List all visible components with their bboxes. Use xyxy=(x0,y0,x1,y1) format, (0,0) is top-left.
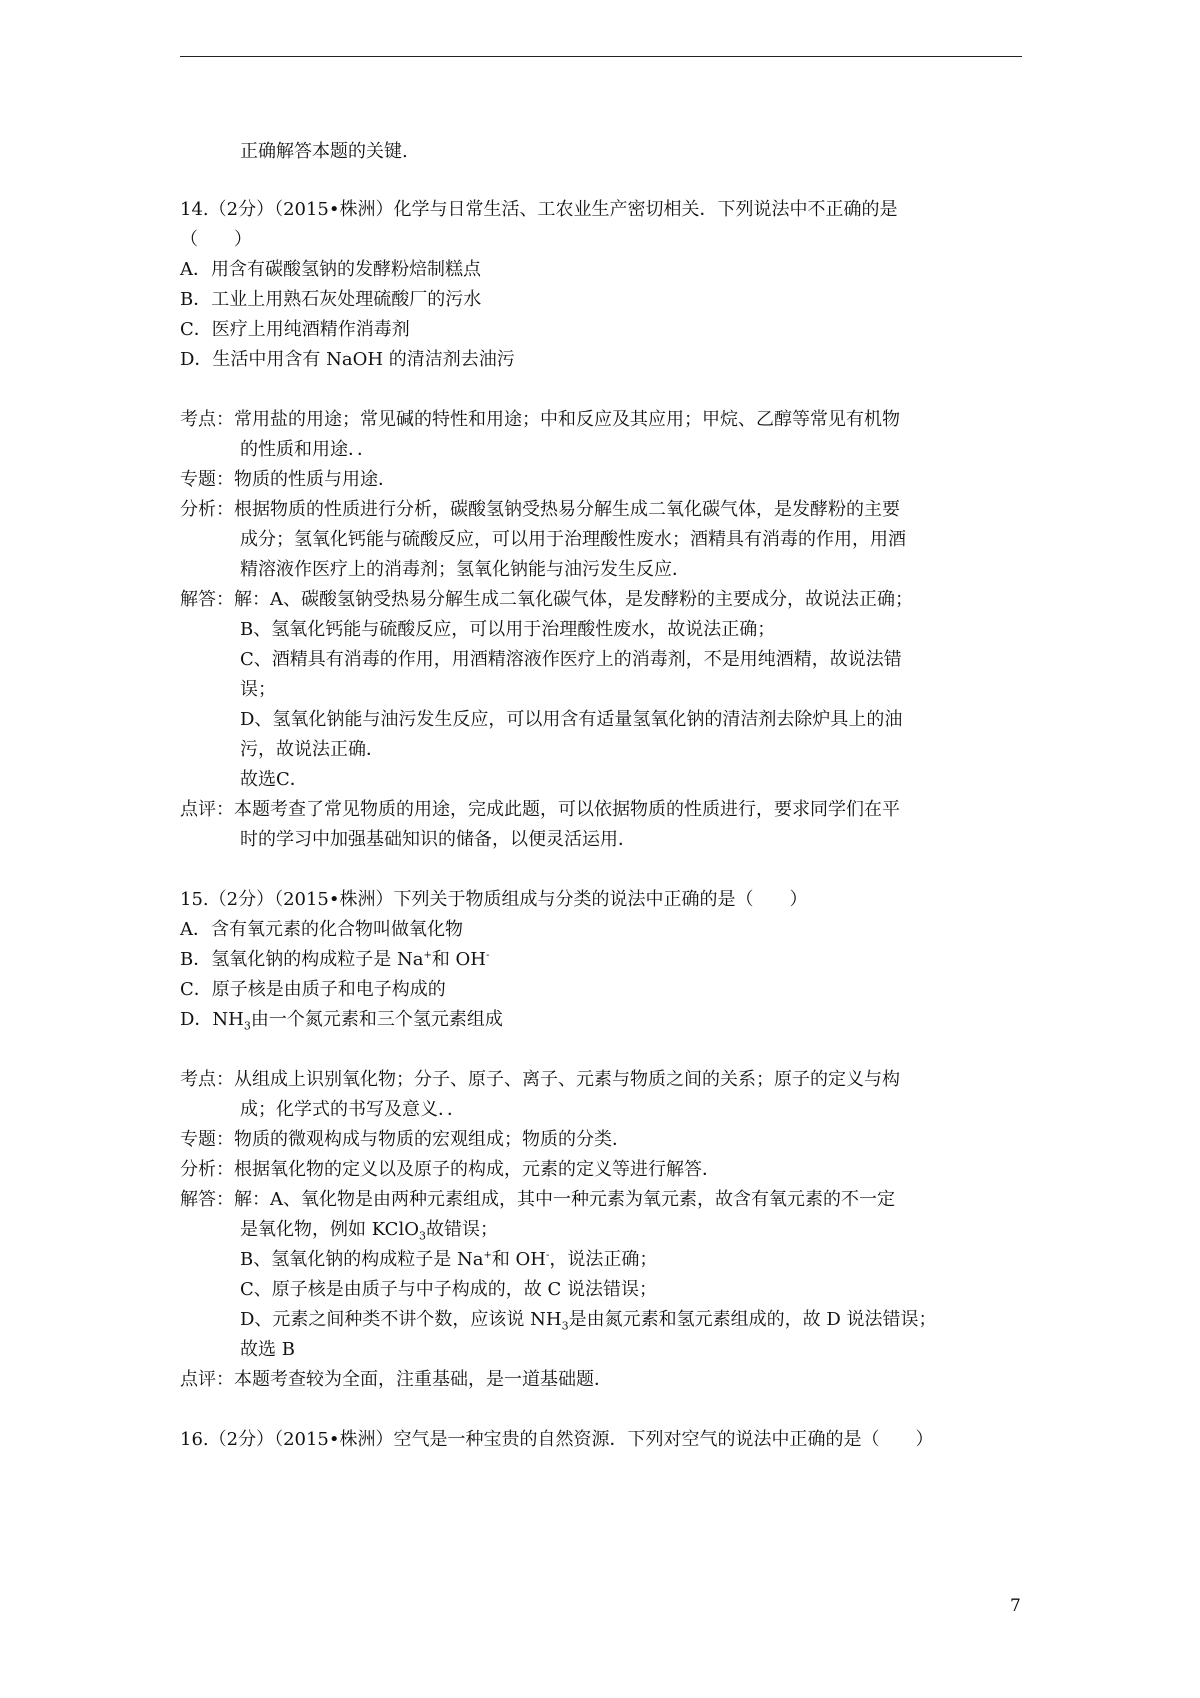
q14-option-d: D．生活中用含有 NaOH 的清洁剂去油污 xyxy=(180,349,515,370)
q15-option-c: C．原子核是由质子和电子构成的 xyxy=(180,979,446,1000)
q14-stem: 14.（2分）（2015•株洲）化学与日常生活、工农业生产密切相关．下列说法中不正确的是 xyxy=(180,199,898,220)
q15-zhuanti: 专题：物质的微观构成与物质的宏观组成；物质的分类． xyxy=(180,1129,630,1150)
q15-kaodian-2: 成；化学式的书写及意义．． xyxy=(240,1099,465,1120)
q14-jieda-3: C、酒精具有消毒的作用，用酒精溶液作医疗上的消毒剂，不是用纯酒精，故说法错 xyxy=(240,649,902,670)
q15-fenxi: 分析：根据氧化物的定义以及原子的构成，元素的定义等进行解答． xyxy=(180,1159,720,1180)
q14-zhuanti: 专题：物质的性质与用途． xyxy=(180,469,396,490)
q14-option-b: B．工业上用熟石灰处理硫酸厂的污水 xyxy=(180,289,482,310)
q14-answer-paren: （ ） xyxy=(180,229,252,250)
q15-stem: 15.（2分）（2015•株洲）下列关于物质组成与分类的说法中正确的是（ ） xyxy=(180,889,808,910)
q15-option-a: A．含有氧元素的化合物叫做氧化物 xyxy=(180,919,463,940)
q14-option-a: A．用含有碳酸氢钠的发酵粉焙制糕点 xyxy=(180,259,481,280)
q15-jieda-5: D、元素之间种类不讲个数，应该说 $NH_3$是由氮元素和氢元素组成的，故 D 说法错误； xyxy=(240,1309,937,1333)
q14-jieda-7: 故选C． xyxy=(240,769,308,790)
q14-jieda-1: 解答：解：A、碳酸氢钠受热易分解生成二氧化碳气体，是发酵粉的主要成分，故说法正确； xyxy=(180,589,913,610)
q14-fenxi-1: 分析：根据物质的性质进行分析，碳酸氢钠受热易分解生成二氧化碳气体，是发酵粉的主要 xyxy=(180,499,900,520)
q14-kaodian-1: 考点：常用盐的用途；常见碱的特性和用途；中和反应及其应用；甲烷、乙醇等常见有机物 xyxy=(180,409,900,430)
q15-dianping: 点评：本题考查较为全面，注重基础，是一道基础题． xyxy=(180,1369,612,1390)
q14-kaodian-2: 的性质和用途．． xyxy=(240,439,375,460)
continuation-text: 正确解答本题的关键. xyxy=(240,141,408,162)
page-number: 7 xyxy=(1010,1596,1021,1616)
q14-dianping-1: 点评：本题考查了常见物质的用途，完成此题，可以依据物质的性质进行，要求同学们在平 xyxy=(180,799,900,820)
q14-dianping-2: 时的学习中加强基础知识的储备，以便灵活运用． xyxy=(240,829,636,850)
q15-kaodian-1: 考点：从组成上识别氧化物；分子、原子、离子、元素与物质之间的关系；原子的定义与构 xyxy=(180,1069,900,1090)
q15-jieda-3: B、氢氧化钠的构成粒子是 Na+和 OH-，说法正确； xyxy=(240,1249,658,1270)
q15-jieda-6: 故选 B xyxy=(240,1339,295,1360)
q15-jieda-4: C、原子核是由质子与中子构成的，故 C 说法错误； xyxy=(240,1279,657,1300)
q15-option-b: B．氢氧化钠的构成粒子是 Na+和 OH- xyxy=(180,949,490,970)
q15-jieda-1: 解答：解：A、氧化物是由两种元素组成，其中一种元素为氧元素，故含有氧元素的不一定 xyxy=(180,1189,895,1210)
q14-fenxi-3: 精溶液作医疗上的消毒剂；氢氧化钠能与油污发生反应． xyxy=(240,559,690,580)
q14-jieda-6: 污，故说法正确． xyxy=(240,739,384,760)
q15-option-d: D．$NH_3$由一个氮元素和三个氢元素组成 xyxy=(180,1009,503,1033)
q15-jieda-2: 是氧化物，例如 KClO$_3$故错误； xyxy=(240,1219,498,1243)
q14-jieda-5: D、氢氧化钠能与油污发生反应，可以用含有适量氢氧化钠的清洁剂去除炉具上的油 xyxy=(240,709,903,730)
q14-jieda-2: B、氢氧化钙能与硫酸反应，可以用于治理酸性废水，故说法正确； xyxy=(240,619,776,640)
header-rule xyxy=(180,56,1022,57)
q14-fenxi-2: 成分；氢氧化钙能与硫酸反应，可以用于治理酸性废水；酒精具有消毒的作用，用酒 xyxy=(240,529,906,550)
q14-jieda-4: 误； xyxy=(240,679,276,700)
q14-option-c: C．医疗上用纯酒精作消毒剂 xyxy=(180,319,410,340)
q16-stem: 16.（2分）（2015•株洲）空气是一种宝贵的自然资源．下列对空气的说法中正确的是（ ） xyxy=(180,1429,934,1450)
